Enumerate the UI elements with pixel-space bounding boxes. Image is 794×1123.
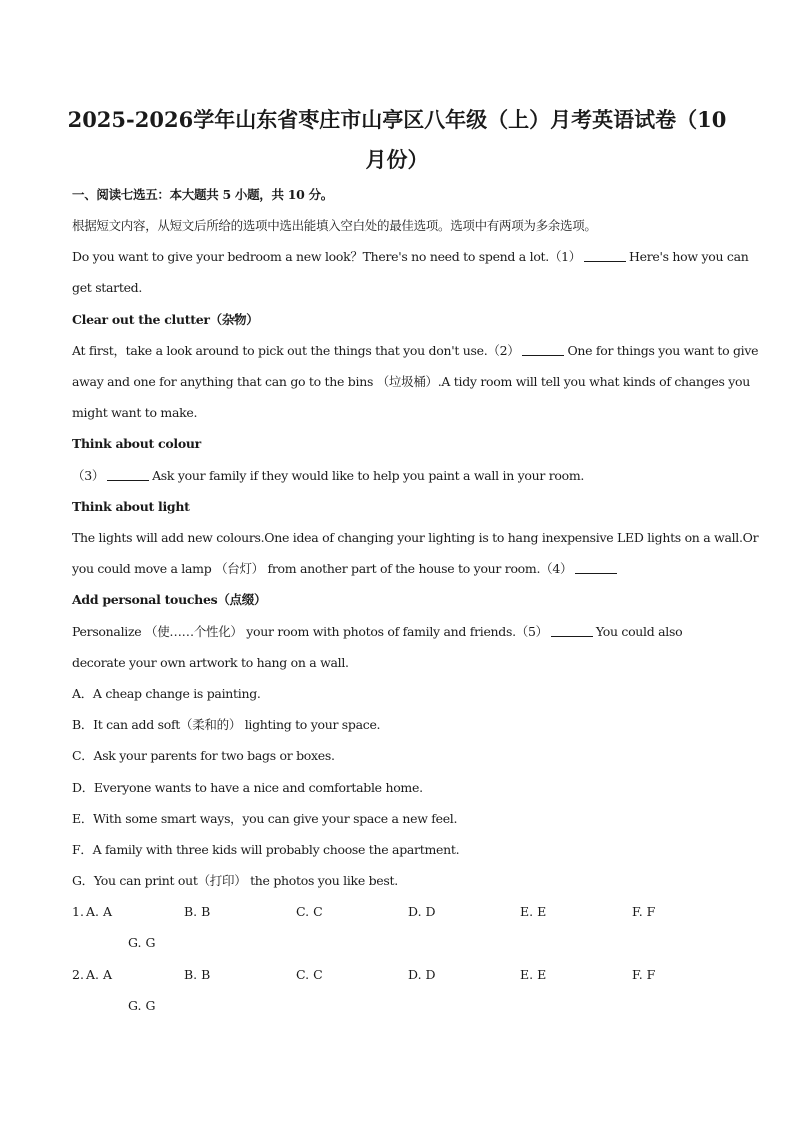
choice-e[interactable]: E. E (520, 904, 547, 919)
passage-text: At first，take a look around to pick out the things that you don't use.（2） (72, 343, 520, 358)
passage-text: One for things you want to give (567, 343, 759, 358)
passage-text: Here's how you can (629, 249, 749, 264)
question-marker-3: （3） (72, 468, 105, 483)
subheading-colour: Think about colour (72, 436, 201, 451)
passage-text: you could move a lamp （台灯） from another part of the house to your room.（4） (72, 561, 573, 576)
option-d: D．Everyone wants to have a nice and comfortable home. (72, 780, 423, 795)
choice-f[interactable]: F. F (632, 967, 656, 982)
option-g: G．You can print out（打印） the photos you like best. (72, 873, 398, 888)
choice-a[interactable]: A. A (86, 967, 113, 982)
option-f: F．A family with three kids will probably choose the apartment. (72, 842, 460, 857)
answer-blank-1 (584, 249, 626, 262)
question-number: 1. (72, 904, 84, 919)
section-heading: 一、阅读七选五：本大题共 5 小题，共 10 分。 (72, 187, 334, 202)
paragraph-light-line-1: The lights will add new colours.One idea of changing your lighting is to hang inexpensive LED lights on a wall.Or (72, 530, 759, 545)
paragraph-clutter-line-2: away and one for anything that can go to the bins （垃圾桶）.A tidy room will tell you what kinds of changes you (72, 374, 751, 389)
answer-blank-5 (551, 624, 593, 637)
choice-g[interactable]: G. G (128, 998, 156, 1013)
answer-blank-2 (522, 343, 564, 356)
choice-d[interactable]: D. D (408, 904, 436, 919)
question-number: 2. (72, 967, 84, 982)
question-2 (72, 966, 732, 1016)
paragraph-clutter-line-3: might want to make. (72, 405, 198, 420)
choice-d[interactable]: D. D (408, 967, 436, 982)
subheading-clutter: Clear out the clutter（杂物） (72, 312, 259, 327)
instructions: 根据短文内容，从短文后所给的选项中选出能填入空白处的最佳选项。选项中有两项为多余选项。 (72, 218, 597, 233)
subheading-personal-touches: Add personal touches（点缀） (72, 592, 267, 607)
option-c: C．Ask your parents for two bags or boxes. (72, 748, 335, 763)
passage-intro-line-1 (72, 248, 749, 266)
passage-text: Do you want to give your bedroom a new look？There's no need to spend a lot.（1） (72, 249, 582, 264)
choice-b[interactable]: B. B (184, 967, 211, 982)
choice-a[interactable]: A. A (86, 904, 113, 919)
question-1 (72, 903, 732, 953)
choice-c[interactable]: C. C (296, 967, 323, 982)
paragraph-colour (72, 467, 732, 485)
paragraph-light-line-2 (72, 560, 732, 578)
choice-b[interactable]: B. B (184, 904, 211, 919)
passage-intro-line-2: get started. (72, 280, 143, 295)
paragraph-clutter-line-1 (72, 342, 759, 360)
subheading-light: Think about light (72, 499, 190, 514)
page-title: 2025-2026学年山东省枣庄市山亭区八年级（上）月考英语试卷（10月份） (67, 107, 727, 172)
option-e: E．With some smart ways，you can give your space a new feel. (72, 811, 458, 826)
answer-blank-3 (107, 468, 149, 481)
paragraph-personal-line-2: decorate your own artwork to hang on a wall. (72, 655, 349, 670)
passage-text: Ask your family if they would like to help you paint a wall in your room. (152, 468, 585, 483)
passage-text: You could also (595, 624, 683, 639)
paragraph-personal-line-1 (72, 623, 732, 641)
option-a: A．A cheap change is painting. (72, 686, 261, 701)
choice-g[interactable]: G. G (128, 935, 156, 950)
answer-blank-4 (575, 561, 617, 574)
choice-f[interactable]: F. F (632, 904, 656, 919)
choice-e[interactable]: E. E (520, 967, 547, 982)
passage-text: Personalize （使……个性化） your room with photos of family and friends.（5） (72, 624, 548, 639)
option-b: B．It can add soft（柔和的） lighting to your space. (72, 717, 381, 732)
choice-c[interactable]: C. C (296, 904, 323, 919)
